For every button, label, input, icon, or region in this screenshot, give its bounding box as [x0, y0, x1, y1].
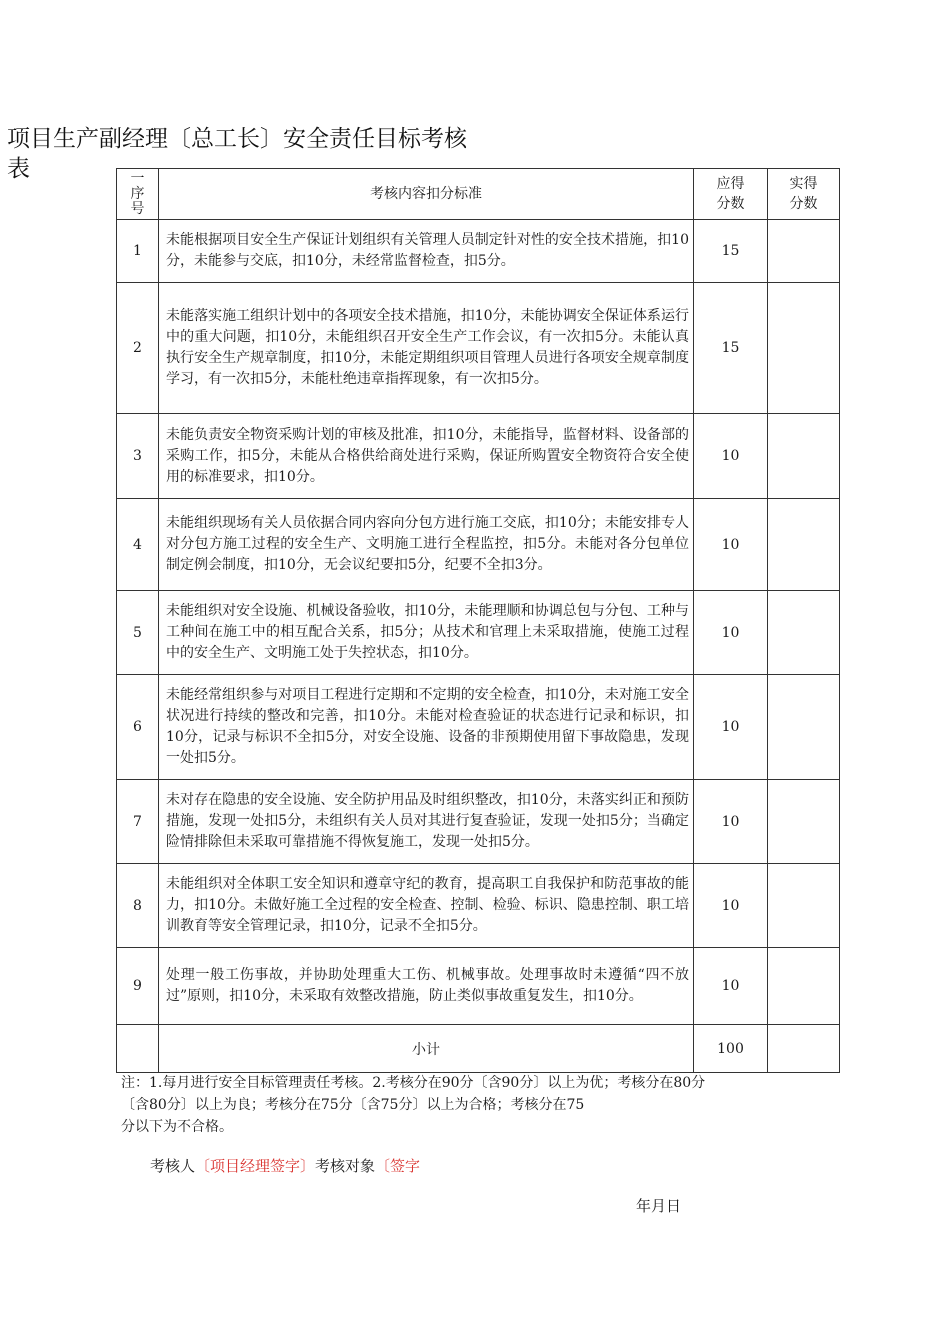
row-score: 10 — [694, 780, 768, 864]
row-number: 9 — [117, 948, 159, 1025]
row-score: 10 — [694, 948, 768, 1025]
row-actual-score-cell[interactable] — [768, 780, 840, 864]
row-number: 5 — [117, 591, 159, 675]
row-content: 未能组织现场有关人员依据合同内容向分包方进行施工交底，扣10分；未能安排专人对分包方施工过程的安全生产、文明施工进行全程监控，扣5分。未能对各分包单位制定例会制度，扣10分，无会议纪要扣5分，纪要不全扣3分。 — [159, 499, 694, 591]
row-actual-score-cell[interactable] — [768, 591, 840, 675]
row-score: 15 — [694, 220, 768, 283]
table-row — [117, 499, 840, 591]
assessment-note — [121, 1072, 846, 1138]
row-content: 未能经常组织参与对项目工程进行定期和不定期的安全检查，扣10分，未对施工安全状况进行持续的整改和完善，扣10分。未能对检查验证的状态进行记录和标识，扣10分，记录与标识不全扣5分，对安全设施、设备的非预期使用留下事故隐患，发现一处扣5分。 — [159, 675, 694, 780]
row-content: 未能组织对安全设施、机械设备验收，扣10分，未能理顺和协调总包与分包、工种与工种间在施工中的相互配合关系，扣5分；从技术和官理上未采取措施，使施工过程中的安全生产、文明施工处于失控状态，扣10分。 — [159, 591, 694, 675]
subtotal-score: 100 — [694, 1025, 768, 1073]
table-row — [117, 591, 840, 675]
row-content: 未能落实施工组织计划中的各项安全技术措施，扣10分，未能协调安全保证体系运行中的重大问题，扣10分，未能组织召开安全生产工作会议，有一次扣5分。未能认真执行安全生产规章制度，扣10分，未能定期组织项目管理人员进行各项安全规章制度学习，有一次扣5分，未能杜绝违章指挥现象，有一次扣5分。 — [159, 283, 694, 414]
table-row — [117, 864, 840, 948]
row-score: 10 — [694, 499, 768, 591]
subtotal-row — [117, 1025, 840, 1073]
subject-signature-field[interactable]: 〔签字 — [375, 1157, 421, 1175]
row-score: 10 — [694, 591, 768, 675]
row-score: 15 — [694, 283, 768, 414]
table-row — [117, 220, 840, 283]
row-number: 6 — [117, 675, 159, 780]
row-content: 未能根据项目安全生产保证计划组织有关管理人员制定针对性的安全技术措施，扣10分，未能参与交底，扣10分，未经常监督检查，扣5分。 — [159, 220, 694, 283]
header-num-mark: 一 — [130, 170, 145, 187]
header-actual-line2: 分数 — [789, 196, 818, 212]
header-num-char: 序 — [130, 185, 145, 202]
header-actual — [768, 169, 840, 220]
header-score-line2: 分数 — [716, 196, 745, 212]
row-number: 1 — [117, 220, 159, 283]
header-num — [117, 169, 159, 220]
table-row — [117, 414, 840, 499]
row-actual-score-cell[interactable] — [768, 948, 840, 1025]
table-row — [117, 675, 840, 780]
header-actual-line1: 实得 — [789, 176, 818, 192]
row-number: 7 — [117, 780, 159, 864]
row-score: 10 — [694, 675, 768, 780]
row-number: 2 — [117, 283, 159, 414]
header-score-line1: 应得 — [716, 176, 745, 192]
title-line-1: 项目生产副经理〔总工长〕安全责任目标考核 — [7, 126, 467, 152]
row-actual-score-cell[interactable] — [768, 220, 840, 283]
examiner-signature-field[interactable]: 〔项目经理签字〕 — [195, 1157, 316, 1175]
row-content: 未能组织对全体职工安全知识和遵章守纪的教育，提高职工自我保护和防范事故的能力，扣10分。未做好施工全过程的安全检查、控制、检验、标识、隐患控制、职工培训教育等安全管理记录，扣10分，记录不全扣5分。 — [159, 864, 694, 948]
header-content: 考核内容扣分标准 — [159, 169, 694, 220]
row-content: 未能负责安全物资采购计划的审核及批准，扣10分，未能指导，监督材料、设备部的采购工作，扣5分，未能从合格供给商处进行采购，保证所购置安全物资符合安全使用的标准要求，扣10分。 — [159, 414, 694, 499]
assessment-table — [116, 168, 840, 1073]
table-row — [117, 283, 840, 414]
note-line-3: 分以下为不合格。 — [121, 1119, 233, 1135]
table-header-row — [117, 169, 840, 220]
note-line-2: 〔含80分〕以上为良；考核分在75分〔含75分〕以上为合格；考核分在75 — [121, 1097, 585, 1113]
row-score: 10 — [694, 864, 768, 948]
header-num-char: 号 — [130, 200, 145, 217]
row-content: 未对存在隐患的安全设施、安全防护用品及时组织整改，扣10分，未落实纠正和预防措施，发现一处扣5分，未组织有关人员对其进行复查验证，发现一处扣5分；当确定险情排除但未采取可靠措施不得恢复施工，发现一处扣5分。 — [159, 780, 694, 864]
header-num-vertical — [117, 172, 158, 217]
row-actual-score-cell[interactable] — [768, 414, 840, 499]
subtotal-label: 小计 — [159, 1025, 694, 1073]
row-actual-score-cell[interactable] — [768, 675, 840, 780]
row-score: 10 — [694, 414, 768, 499]
subtotal-actual-cell[interactable] — [768, 1025, 840, 1073]
subtotal-num-cell — [117, 1025, 159, 1073]
row-number: 3 — [117, 414, 159, 499]
title-line-2: 表 — [7, 156, 30, 182]
row-number: 8 — [117, 864, 159, 948]
examiner-label: 考核人 — [150, 1157, 196, 1175]
table-row — [117, 948, 840, 1025]
note-line-1: 注：1.每月进行安全目标管理责任考核。2.考核分在90分〔含90分〕以上为优；考核分在80分 — [121, 1075, 706, 1091]
subject-label: 考核对象 — [315, 1157, 376, 1175]
row-actual-score-cell[interactable] — [768, 864, 840, 948]
row-actual-score-cell[interactable] — [768, 283, 840, 414]
row-content: 处理一般工伤事故，并协助处理重大工伤、机械事故。处理事故时未遵循“四不放过”原则，扣10分，未采取有效整改措施，防止类似事故重复发生，扣10分。 — [159, 948, 694, 1025]
signature-line — [150, 1155, 420, 1176]
header-score — [694, 169, 768, 220]
date-label: 年月日 — [636, 1197, 682, 1215]
row-number: 4 — [117, 499, 159, 591]
row-actual-score-cell[interactable] — [768, 499, 840, 591]
table-row — [117, 780, 840, 864]
